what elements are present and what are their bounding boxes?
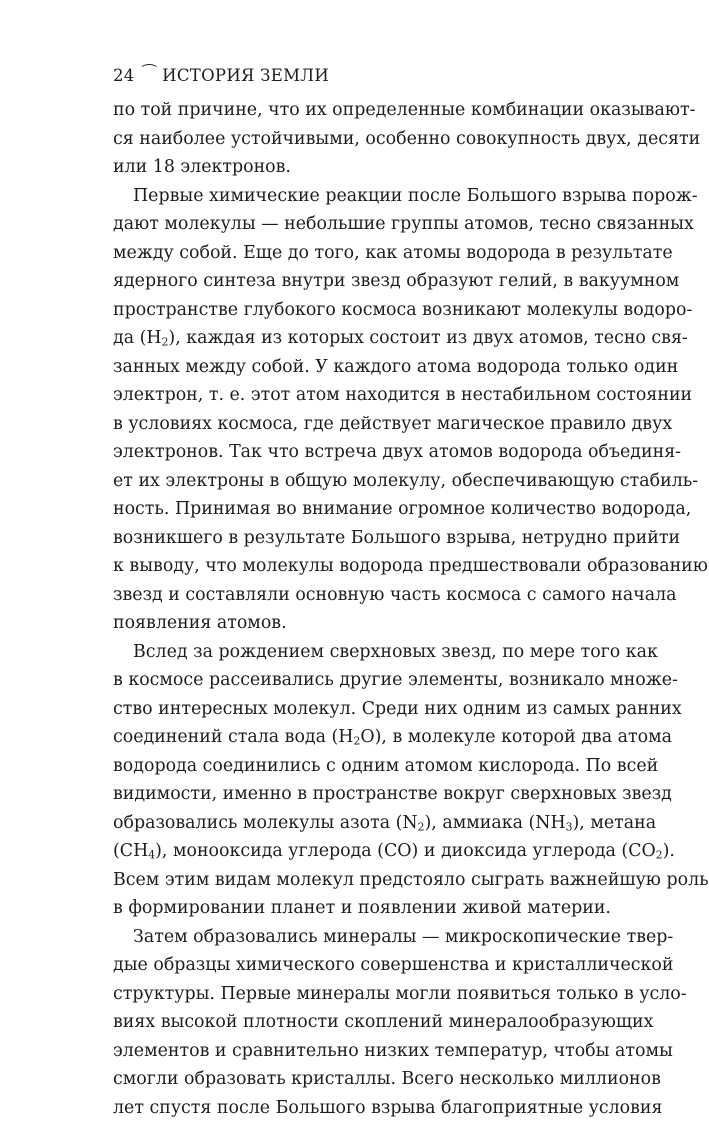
text-line xyxy=(113,125,597,154)
subscript: 2 xyxy=(162,336,169,349)
subscript: 2 xyxy=(353,735,360,748)
text-run: появления атомов. xyxy=(113,613,287,633)
text-line xyxy=(113,723,597,752)
text-run: водорода соединились с одним атомом кислорода. По всей xyxy=(113,756,658,776)
subscript: 2 xyxy=(418,820,425,833)
text-line xyxy=(113,353,597,382)
text-line xyxy=(113,752,597,781)
text-run: ядерного синтеза внутри звезд образуют гелий, в вакуумном xyxy=(113,271,679,291)
text-run: (CH xyxy=(113,841,148,861)
text-line xyxy=(113,780,597,809)
text-run: ), метана xyxy=(573,813,657,833)
text-line xyxy=(113,923,597,952)
text-line xyxy=(113,239,597,268)
text-run: к выводу, что молекулы водорода предшествовали образованию xyxy=(113,556,708,576)
text-run: дые образцы химического совершенства и кристаллической xyxy=(113,955,673,975)
text-line xyxy=(113,951,597,980)
text-line xyxy=(113,1094,597,1122)
text-line xyxy=(113,267,597,296)
text-run: ), аммиака (NH xyxy=(424,813,565,833)
text-run: образовались молекулы азота (N xyxy=(113,813,418,833)
subscript: 3 xyxy=(566,820,573,833)
paragraph xyxy=(113,96,597,182)
text-run: ность. Принимая во внимание огромное количество водорода, xyxy=(113,499,691,519)
text-run: соединений стала вода (H xyxy=(113,727,353,747)
text-line xyxy=(113,1065,597,1094)
text-run: смогли образовать кристаллы. Всего несколько миллионов xyxy=(113,1069,661,1089)
text-run: ), монооксида углерода (CO) и диоксида углерода (CO xyxy=(155,841,656,861)
paragraph xyxy=(113,182,597,638)
text-line xyxy=(113,695,597,724)
text-run: электронов. Так что встреча двух атомов водорода объединя- xyxy=(113,442,681,462)
text-line xyxy=(113,552,597,581)
paragraph xyxy=(113,638,597,923)
text-run: элементов и сравнительно низких температур, чтобы атомы xyxy=(113,1041,673,1061)
text-run: или 18 электронов. xyxy=(113,157,291,177)
text-run: возникшего в результате Большого взрыва, нетрудно прийти xyxy=(113,528,680,548)
text-line xyxy=(113,96,597,125)
text-run: занных между собой. У каждого атома водорода только один xyxy=(113,357,678,377)
text-run: O), в молекуле которой два атома xyxy=(360,727,672,747)
page-number: 24 xyxy=(113,66,135,85)
text-run: Первые химические реакции после Большого взрыва порож- xyxy=(133,186,698,206)
text-line xyxy=(113,894,597,923)
text-run: Вслед за рождением сверхновых звезд, по мере того как xyxy=(133,642,658,662)
text-run: в формировании планет и появлении живой материи. xyxy=(113,898,611,918)
text-line xyxy=(113,1037,597,1066)
text-line xyxy=(113,153,597,182)
text-run: между собой. Еще до того, как атомы водорода в результате xyxy=(113,243,673,263)
text-line xyxy=(113,324,597,353)
text-run: по той причине, что их определенные комбинации оказывают- xyxy=(113,100,695,120)
text-line xyxy=(113,666,597,695)
body-text xyxy=(113,96,597,1122)
text-run: да (H xyxy=(113,328,162,348)
text-line xyxy=(113,410,597,439)
text-line xyxy=(113,381,597,410)
text-line xyxy=(113,1008,597,1037)
text-run: электрон, т. е. этот атом находится в нестабильном состоянии xyxy=(113,385,692,405)
text-line xyxy=(113,809,597,838)
text-run: в космосе рассеивались другие элементы, возникало множе- xyxy=(113,670,678,690)
text-run: звезд и составляли основную часть космоса с самого начала xyxy=(113,585,677,605)
text-line xyxy=(113,837,597,866)
subscript: 4 xyxy=(148,849,155,862)
running-head xyxy=(113,66,329,85)
text-line xyxy=(113,581,597,610)
text-line xyxy=(113,638,597,667)
text-line xyxy=(113,495,597,524)
text-run: ся наиболее устойчивыми, особенно совокупность двух, десяти xyxy=(113,129,700,149)
subscript: 2 xyxy=(656,849,663,862)
text-line xyxy=(113,182,597,211)
text-line xyxy=(113,980,597,1009)
section-title: ИСТОРИЯ ЗЕМЛИ xyxy=(162,66,329,85)
text-line xyxy=(113,467,597,496)
text-run: виях высокой плотности скоплений минералообразующих xyxy=(113,1012,653,1032)
text-run: ет их электроны в общую молекулу, обеспечивающую стабиль- xyxy=(113,471,698,491)
text-line xyxy=(113,609,597,638)
text-run: дают молекулы — небольшие группы атомов, тесно связанных xyxy=(113,214,694,234)
text-run: пространстве глубокого космоса возникают молекулы водоро- xyxy=(113,300,692,320)
text-line xyxy=(113,210,597,239)
text-run: ство интересных молекул. Среди них одним из самых ранних xyxy=(113,699,682,719)
text-run: Всем этим видам молекул предстояло сыграть важнейшую роль xyxy=(113,870,709,890)
text-run: структуры. Первые минералы могли появиться только в усло- xyxy=(113,984,687,1004)
text-line xyxy=(113,438,597,467)
text-run: лет спустя после Большого взрыва благоприятные условия xyxy=(113,1098,663,1118)
text-run: Затем образовались минералы — микроскопические твер- xyxy=(133,927,673,947)
text-line xyxy=(113,296,597,325)
text-run: ), каждая из которых состоит из двух атомов, тесно свя- xyxy=(168,328,687,348)
text-line xyxy=(113,866,597,895)
text-run: видимости, именно в пространстве вокруг сверхновых звезд xyxy=(113,784,672,804)
paragraph xyxy=(113,923,597,1122)
text-line xyxy=(113,524,597,553)
ornament-icon: ⁀ xyxy=(143,64,157,83)
text-run: ). xyxy=(663,841,675,861)
text-run: в условиях космоса, где действует магическое правило двух xyxy=(113,414,672,434)
